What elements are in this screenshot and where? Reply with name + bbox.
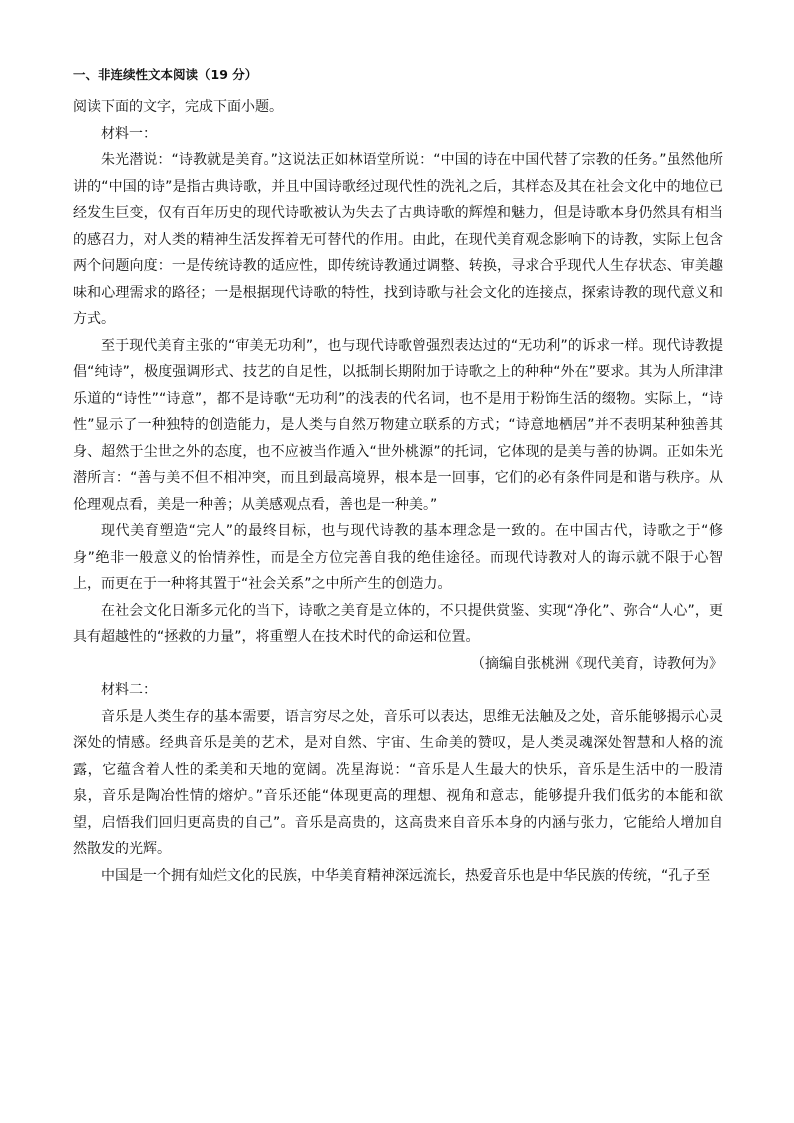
material-one-label: 材料一：	[101, 125, 157, 142]
material-one-paragraph: 在社会文化日渐多元化的当下，诗歌之美育是立体的，不只提供赏鉴、实现“净化”、弥合“人心”，更具有超越性的“拯救的力量”，将重塑人在技术时代的命运和位置。	[73, 602, 723, 645]
document-page	[73, 62, 723, 889]
instruction-text: 阅读下面的文字，完成下面小题。	[73, 99, 283, 115]
material-one-paragraph: 现代美育塑造“完人”的最终目标，也与现代诗教的基本理念是一致的。在中国古代，诗歌之于“修身”绝非一般意义的怡情养性，而是全方位完善自我的绝佳途径。而现代诗教对人的诲示就不限于心智上，而更在于一种将其置于“社会关系”之中所产生的创造力。	[73, 523, 723, 592]
material-one-paragraph: 至于现代美育主张的“审美无功利”，也与现代诗歌曾强烈表达过的“无功利”的诉求一样。现代诗教提倡“纯诗”，极度强调形式、技艺的自足性，以抵制长期附加于诗歌之上的种种“外在”要求。其为人所津津乐道的“诗性”“诗意”，都不是诗歌“无功利”的浅表的代名词，也不是用于粉饰生活的缀物。实际上，“诗性”显示了一种独特的创造能力，是人类与自然万物建立联系的方式；“诗意地栖居”并不表明某种独善其身、超然于尘世之外的态度，也不应被当作遁入“世外桃源”的托词，它体现的是美与善的协调。正如朱光潜所言：“善与美不但不相冲突，而且到最高境界，根本是一回事，它们的必有条件同是和谐与秩序。从伦理观点看，美是一种善；从美感观点看，善也是一种美。”	[73, 337, 723, 513]
material-two-paragraph: 中国是一个拥有灿烂文化的民族，中华美育精神深远流长，热爱音乐也是中华民族的传统，“孔子至	[101, 867, 711, 884]
material-one-source: （摘编自张桃洲《现代美育，诗教何为》	[471, 655, 723, 672]
material-two-label: 材料二：	[101, 682, 157, 698]
section-heading: 一、非连续性文本阅读（19 分）	[73, 67, 258, 82]
material-one-paragraph: 朱光潜说：“诗教就是美育。”这说法正如林语堂所说：“中国的诗在中国代替了宗教的任务。”虽然他所讲的“中国的诗”是指古典诗歌，并且中国诗歌经过现代性的洗礼之后，其样态及其在社会文化中的地位已经发生巨变，仅有百年历史的现代诗歌被认为失去了古典诗歌的辉煌和魅力，但是诗歌本身仍然具有相当的感召力，对人类的精神生活发挥着无可替代的作用。由此，在现代美育观念影响下的诗教，实际上包含两个问题向度：一是传统诗教的适应性，即传统诗教通过调整、转换，寻求合乎现代人生存状态、审美趣味和心理需求的路径；一是根据现代诗歌的特性，找到诗歌与社会文化的连接点，探索诗教的现代意义和方式。	[73, 152, 723, 327]
material-two-paragraph: 音乐是人类生存的基本需要，语言穷尽之处，音乐可以表达，思维无法触及之处，音乐能够揭示心灵深处的情感。经典音乐是美的艺术，是对自然、宇宙、生命美的赞叹，是人类灵魂深处智慧和人格的流露，它蕴含着人性的柔美和天地的宽阔。冼星海说：“音乐是人生最大的快乐，音乐是生活中的一股清泉，音乐是陶冶性情的熔炉。”音乐还能“体现更高的理想、视角和意志，能够提升我们低劣的本能和欲望，启悟我们回归更高贵的自己”。音乐是高贵的，这高贵来自音乐本身的内涵与张力，它能给人增加自然散发的光辉。	[73, 708, 723, 857]
